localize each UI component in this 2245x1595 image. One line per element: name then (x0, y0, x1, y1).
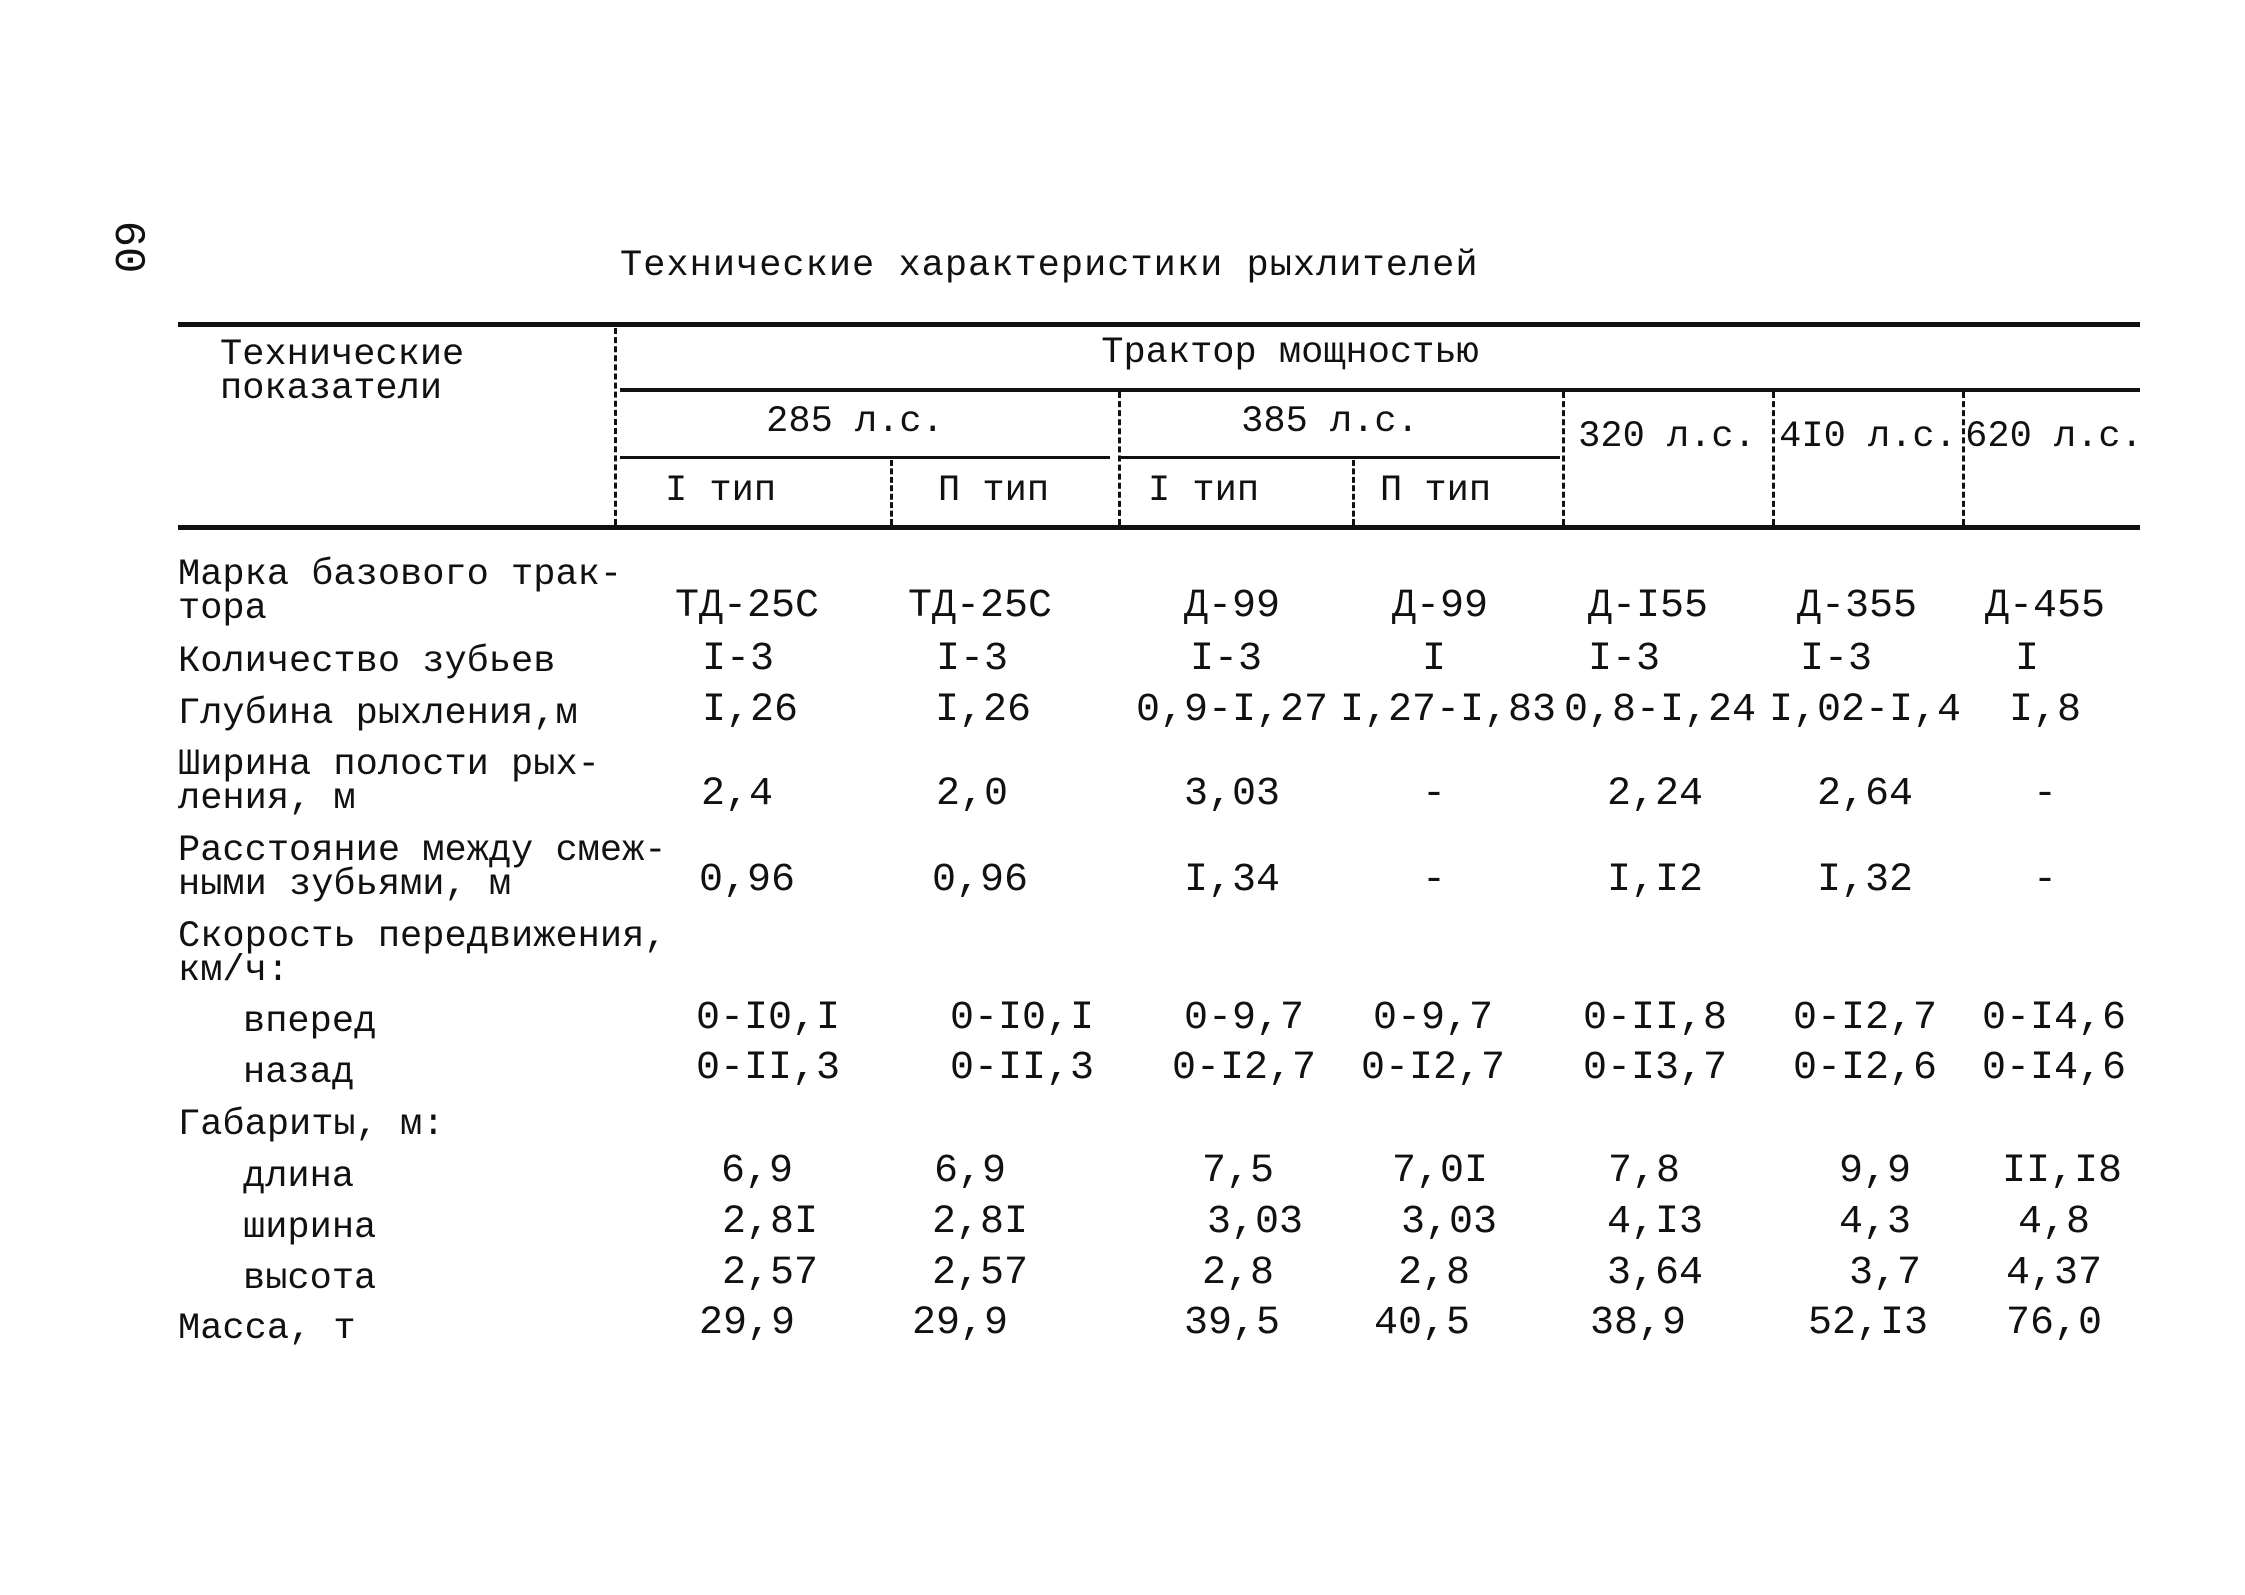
col-separator (614, 328, 617, 525)
cell-forward: 0-I2,7 (1792, 996, 1938, 1041)
cell-brand: Д-355 (1796, 584, 1918, 629)
row-label-height: высота (243, 1258, 377, 1300)
cell-depth: 0,8-I,24 (1563, 688, 1757, 733)
cell-length: 6,9 (720, 1149, 794, 1194)
col-separator (1352, 460, 1355, 525)
cell-length: 7,5 (1201, 1149, 1275, 1194)
cell-width: 2,24 (1606, 772, 1704, 817)
header-type-1: I тип (665, 470, 777, 512)
cell-width: - (2032, 772, 2058, 817)
row-label-depth: Глубина рыхления,м (178, 693, 578, 735)
cell-height: 2,57 (721, 1251, 819, 1296)
cell-height: 2,8 (1201, 1251, 1275, 1296)
cell-mass: 39,5 (1183, 1301, 1281, 1346)
cell-height: 2,8 (1397, 1251, 1471, 1296)
cell-spacing: 0,96 (931, 858, 1029, 903)
cell-height: 3,64 (1606, 1251, 1704, 1296)
row-label-dwidth: ширина (243, 1207, 377, 1249)
cell-teeth: I-3 (701, 637, 775, 682)
cell-forward: 0-I0,I (695, 996, 841, 1041)
cell-spacing: I,32 (1816, 858, 1914, 903)
cell-length: 9,9 (1838, 1149, 1912, 1194)
col-separator (1562, 392, 1565, 525)
power-rule-385 (1120, 456, 1560, 459)
cell-length: 7,8 (1607, 1149, 1681, 1194)
col-separator (1962, 392, 1965, 525)
row-label-teeth: Количество зубьев (178, 641, 556, 683)
row-label-forward: вперед (243, 1001, 377, 1043)
cell-mass: 52,I3 (1807, 1301, 1929, 1346)
cell-backward: 0-II,3 (695, 1046, 841, 1091)
header-group-label: Трактор мощностью (1101, 332, 1479, 374)
cell-mass: 38,9 (1589, 1301, 1687, 1346)
row-label-mass: Масса, т (178, 1308, 356, 1350)
cell-backward: 0-I3,7 (1582, 1046, 1728, 1091)
header-power-320: 320 л.с. (1578, 416, 1756, 458)
cell-brand: ТД-25С (674, 584, 820, 629)
cell-length: II,I8 (2001, 1149, 2123, 1194)
row-label-width: Ширина полости рых- ления, м (178, 744, 600, 820)
cell-teeth: I (2014, 637, 2040, 682)
col-separator (1118, 392, 1121, 525)
cell-depth: I,8 (2008, 688, 2082, 733)
row-label-length: длина (243, 1156, 355, 1198)
cell-spacing: I,I2 (1606, 858, 1704, 903)
col-separator (1772, 392, 1775, 525)
cell-backward: 0-I2,6 (1792, 1046, 1938, 1091)
cell-width: - (1421, 772, 1447, 817)
cell-dwidth: 2,8I (721, 1200, 819, 1245)
header-power-620: 620 л.с. (1965, 416, 2143, 458)
header-power-285: 285 л.с. (766, 401, 944, 443)
cell-dwidth: 3,03 (1206, 1200, 1304, 1245)
row-label-brand: Марка базового трак- тора (178, 554, 623, 630)
cell-brand: Д-455 (1984, 584, 2106, 629)
page-number: 60 (102, 220, 152, 274)
cell-teeth: I-3 (1799, 637, 1873, 682)
cell-height: 2,57 (931, 1251, 1029, 1296)
cell-brand: Д-99 (1183, 584, 1281, 629)
header-bottom-rule (178, 525, 2140, 530)
cell-width: 2,64 (1816, 772, 1914, 817)
cell-spacing: - (2032, 858, 2058, 903)
cell-length: 7,0I (1391, 1149, 1489, 1194)
cell-teeth: I-3 (1189, 637, 1263, 682)
cell-depth: I,26 (701, 688, 799, 733)
cell-forward: 0-II,8 (1582, 996, 1728, 1041)
row-label-dims: Габариты, м: (178, 1104, 445, 1146)
header-power-385: 385 л.с. (1241, 401, 1419, 443)
header-power-410: 4I0 л.с. (1779, 416, 1957, 458)
cell-height: 4,37 (2005, 1251, 2103, 1296)
cell-mass: 29,9 (911, 1301, 1009, 1346)
cell-brand: Д-99 (1391, 584, 1489, 629)
cell-width: 2,4 (700, 772, 774, 817)
cell-forward: 0-I0,I (949, 996, 1095, 1041)
cell-dwidth: 4,I3 (1606, 1200, 1704, 1245)
cell-spacing: - (1421, 858, 1447, 903)
row-label-speed: Скорость передвижения, км/ч: (178, 916, 667, 992)
cell-backward: 0-I2,7 (1171, 1046, 1317, 1091)
cell-dwidth: 4,8 (2017, 1200, 2091, 1245)
cell-spacing: I,34 (1183, 858, 1281, 903)
cell-mass: 76,0 (2005, 1301, 2103, 1346)
cell-mass: 29,9 (698, 1301, 796, 1346)
cell-forward: 0-I4,6 (1981, 996, 2127, 1041)
cell-depth: I,26 (934, 688, 1032, 733)
header-type-3: I тип (1148, 470, 1260, 512)
cell-forward: 0-9,7 (1372, 996, 1494, 1041)
cell-depth: 0,9-I,27 (1135, 688, 1329, 733)
header-type-2: П тип (938, 470, 1050, 512)
cell-height: 3,7 (1848, 1251, 1922, 1296)
cell-teeth: I-3 (935, 637, 1009, 682)
top-rule (178, 322, 2140, 327)
cell-mass: 40,5 (1373, 1301, 1471, 1346)
table-title: Технические характеристики рыхлителей (620, 245, 1479, 287)
group-rule (620, 388, 2140, 392)
cell-teeth: I (1421, 637, 1447, 682)
cell-brand: Д-I55 (1587, 584, 1709, 629)
row-label-backward: назад (243, 1052, 355, 1094)
cell-dwidth: 2,8I (931, 1200, 1029, 1245)
power-rule-285 (620, 456, 1110, 459)
cell-depth: I,02-I,4 (1768, 688, 1962, 733)
cell-width: 3,03 (1183, 772, 1281, 817)
cell-dwidth: 3,03 (1400, 1200, 1498, 1245)
header-type-4: П тип (1380, 470, 1492, 512)
cell-dwidth: 4,3 (1838, 1200, 1912, 1245)
cell-backward: 0-II,3 (949, 1046, 1095, 1091)
cell-backward: 0-I2,7 (1360, 1046, 1506, 1091)
cell-forward: 0-9,7 (1183, 996, 1305, 1041)
cell-brand: ТД-25С (907, 584, 1053, 629)
cell-depth: I,27-I,83 (1339, 688, 1557, 733)
cell-length: 6,9 (933, 1149, 1007, 1194)
cell-width: 2,0 (935, 772, 1009, 817)
row-label-spacing: Расстояние между смеж- ными зубьями, м (178, 830, 667, 906)
cell-teeth: I-3 (1587, 637, 1661, 682)
cell-backward: 0-I4,6 (1981, 1046, 2127, 1091)
header-row-label: Технические показатели (220, 334, 465, 410)
col-separator (890, 460, 893, 525)
cell-spacing: 0,96 (698, 858, 796, 903)
